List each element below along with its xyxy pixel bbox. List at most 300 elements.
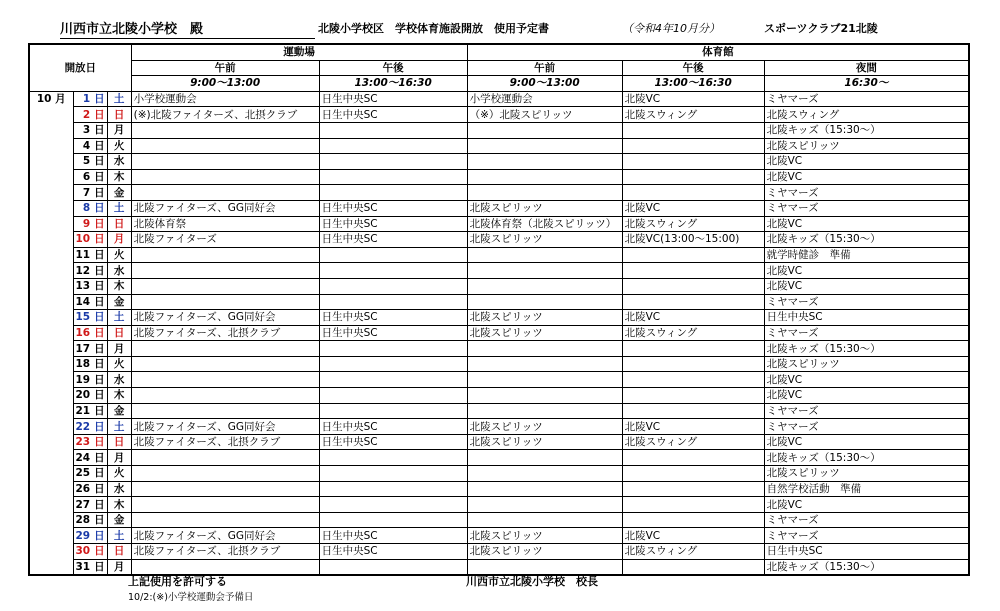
ground-am-cell: 北陵ファイターズ、GG同好会 [131, 528, 319, 544]
day-suffix: 日 [94, 514, 105, 527]
gym-am-cell [467, 138, 622, 154]
gym-pm-cell [622, 372, 764, 388]
ground-pm-cell [319, 466, 467, 482]
ground-pm-cell [319, 341, 467, 357]
table-row [29, 497, 969, 513]
day-number: 24 [75, 451, 91, 464]
ground-am-cell [131, 372, 319, 388]
ground-pm-cell [319, 294, 467, 310]
day-suffix: 日 [94, 373, 105, 386]
table-row [29, 481, 969, 497]
ground-pm-cell: 日生中央SC [319, 107, 467, 123]
table-row [29, 232, 969, 248]
day-suffix: 日 [94, 498, 105, 511]
ground-am-cell: 北陵ファイターズ、北摂クラブ [131, 325, 319, 341]
gym-am-cell: 北陵スピリッツ [467, 310, 622, 326]
day-cell [73, 544, 107, 560]
footnote: 10/2:(※)小学校運動会予備日 [128, 592, 254, 603]
day-suffix: 日 [94, 108, 105, 121]
gym-pm-cell [622, 403, 764, 419]
gym-am-header: 午前 [467, 60, 622, 76]
day-suffix: 日 [94, 326, 105, 339]
day-cell [73, 559, 107, 575]
table-row [29, 91, 969, 107]
table-row [29, 341, 969, 357]
gym-night-cell: 北陵VC [764, 497, 969, 513]
day-number: 20 [75, 389, 91, 402]
gym-pm-cell [622, 512, 764, 528]
day-number: 14 [75, 295, 91, 308]
gym-am-cell [467, 122, 622, 138]
ground-am-cell [131, 122, 319, 138]
day-suffix: 日 [94, 139, 105, 152]
day-cell [73, 356, 107, 372]
day-number: 8 [82, 202, 91, 215]
ground-am-cell: 小学校運動会 [131, 91, 319, 107]
table-row [29, 388, 969, 404]
table-row [29, 169, 969, 185]
gym-night-cell: 北陵スウィング [764, 107, 969, 123]
day-number: 31 [75, 560, 91, 573]
gym-night-cell: 北陵VC [764, 154, 969, 170]
gym-pm-cell: 北陵VC [622, 419, 764, 435]
table-row [29, 544, 969, 560]
ground-pm-cell [319, 372, 467, 388]
gym-am-cell [467, 403, 622, 419]
gym-pm-cell: 北陵スウィング [622, 434, 764, 450]
day-cell [73, 216, 107, 232]
ground-pm-cell: 日生中央SC [319, 325, 467, 341]
table-row [29, 356, 969, 372]
gym-pm-cell [622, 559, 764, 575]
ground-pm-cell [319, 154, 467, 170]
table-row [29, 185, 969, 201]
day-cell [73, 512, 107, 528]
table-row [29, 154, 969, 170]
day-number: 7 [82, 186, 91, 199]
gym-am-cell [467, 388, 622, 404]
day-cell [73, 341, 107, 357]
gym-am-time: 9:00～13:00 [467, 76, 622, 92]
gym-night-cell: 北陵スピリッツ [764, 466, 969, 482]
weekday-cell: 火 [107, 247, 131, 263]
gym-am-cell [467, 372, 622, 388]
gym-am-cell [467, 247, 622, 263]
day-number: 23 [75, 436, 91, 449]
day-number: 30 [75, 545, 91, 558]
gym-pm-cell: 北陵VC [622, 310, 764, 326]
day-suffix: 日 [94, 171, 105, 184]
gym-am-cell [467, 263, 622, 279]
ground-pm-cell [319, 450, 467, 466]
day-cell [73, 200, 107, 216]
day-cell [73, 91, 107, 107]
gym-night-cell: ミヤマーズ [764, 325, 969, 341]
gym-am-cell [467, 154, 622, 170]
table-row [29, 325, 969, 341]
ground-pm-cell: 日生中央SC [319, 200, 467, 216]
gym-am-cell: 北陵スピリッツ [467, 528, 622, 544]
gym-night-cell: ミヤマーズ [764, 200, 969, 216]
day-number: 25 [75, 467, 91, 480]
ground-pm-cell: 日生中央SC [319, 419, 467, 435]
weekday-cell: 水 [107, 481, 131, 497]
day-suffix: 日 [94, 404, 105, 417]
day-suffix: 日 [94, 529, 105, 542]
weekday-cell: 月 [107, 232, 131, 248]
table-row [29, 138, 969, 154]
gym-night-cell: 北陵キッズ（15:30～） [764, 450, 969, 466]
table-row [29, 372, 969, 388]
gym-night-cell: ミヤマーズ [764, 294, 969, 310]
gym-am-cell: （※）北陵スピリッツ [467, 107, 622, 123]
ground-am-cell [131, 294, 319, 310]
gym-night-cell: 北陵キッズ（15:30～） [764, 232, 969, 248]
gym-night-time: 16:30～ [764, 76, 969, 92]
gym-pm-cell: 北陵スウィング [622, 544, 764, 560]
day-suffix: 日 [94, 124, 105, 137]
day-number: 26 [75, 482, 91, 495]
day-cell [73, 232, 107, 248]
ground-am-cell: 北陵ファイターズ、GG同好会 [131, 310, 319, 326]
day-cell [73, 247, 107, 263]
ground-pm-cell [319, 263, 467, 279]
schedule-table [28, 43, 970, 576]
ground-pm-cell: 日生中央SC [319, 310, 467, 326]
day-cell [73, 372, 107, 388]
day-cell [73, 481, 107, 497]
ground-pm-cell [319, 497, 467, 513]
day-number: 27 [75, 498, 91, 511]
day-cell [73, 310, 107, 326]
ground-am-cell [131, 138, 319, 154]
weekday-cell: 土 [107, 310, 131, 326]
gym-pm-cell [622, 122, 764, 138]
gym-pm-cell [622, 497, 764, 513]
gym-pm-time: 13:00～16:30 [622, 76, 764, 92]
weekday-cell: 水 [107, 263, 131, 279]
ground-pm-cell [319, 122, 467, 138]
ground-am-cell [131, 512, 319, 528]
ground-pm-cell: 日生中央SC [319, 232, 467, 248]
gym-pm-cell [622, 154, 764, 170]
gym-am-cell [467, 481, 622, 497]
weekday-cell: 金 [107, 512, 131, 528]
day-suffix: 日 [94, 249, 105, 262]
ground-am-cell [131, 497, 319, 513]
weekday-cell: 日 [107, 544, 131, 560]
day-suffix: 日 [94, 311, 105, 324]
weekday-cell: 土 [107, 528, 131, 544]
gym-pm-cell [622, 263, 764, 279]
ground-am-cell: 北陵ファイターズ、GG同好会 [131, 419, 319, 435]
day-number: 22 [75, 420, 91, 433]
day-suffix: 日 [94, 295, 105, 308]
ground-am-cell [131, 466, 319, 482]
day-cell [73, 450, 107, 466]
gym-am-cell [467, 278, 622, 294]
ground-am-cell [131, 247, 319, 263]
ground-am-cell [131, 450, 319, 466]
day-cell [73, 388, 107, 404]
ground-am-cell: 北陵ファイターズ、GG同好会 [131, 200, 319, 216]
day-cell [73, 278, 107, 294]
day-suffix: 日 [94, 436, 105, 449]
gym-night-cell: ミヤマーズ [764, 528, 969, 544]
table-row [29, 216, 969, 232]
gym-night-cell: 北陵VC [764, 263, 969, 279]
day-number: 19 [75, 373, 91, 386]
weekday-cell: 月 [107, 122, 131, 138]
gym-night-cell: 北陵VC [764, 278, 969, 294]
ground-am-cell [131, 278, 319, 294]
day-cell [73, 107, 107, 123]
day-number: 29 [75, 529, 91, 542]
gym-pm-cell [622, 138, 764, 154]
gym-night-cell: ミヤマーズ [764, 403, 969, 419]
gym-night-cell: 北陵VC [764, 434, 969, 450]
weekday-cell: 日 [107, 107, 131, 123]
gym-am-cell: 北陵スピリッツ [467, 419, 622, 435]
weekday-cell: 火 [107, 138, 131, 154]
table-row [29, 107, 969, 123]
gym-night-header: 夜間 [764, 60, 969, 76]
permit-text: 上記使用を許可する [128, 575, 227, 588]
principal-signature: 川西市立北陵小学校 校長 [466, 575, 598, 588]
weekday-cell: 木 [107, 497, 131, 513]
gym-night-cell: ミヤマーズ [764, 419, 969, 435]
gym-night-cell: 北陵キッズ（15:30～） [764, 559, 969, 575]
table-row [29, 528, 969, 544]
gym-night-cell: 北陵VC [764, 169, 969, 185]
weekday-cell: 日 [107, 434, 131, 450]
weekday-cell: 水 [107, 372, 131, 388]
gym-night-cell: 日生中央SC [764, 310, 969, 326]
schedule-body [29, 91, 969, 575]
table-row [29, 419, 969, 435]
gym-night-cell: 北陵キッズ（15:30～） [764, 341, 969, 357]
gym-header: 体育館 [467, 44, 969, 60]
ground-am-cell [131, 185, 319, 201]
day-suffix: 日 [94, 93, 105, 106]
club-name: スポーツクラブ21北陵 [764, 22, 878, 35]
ground-am-cell [131, 154, 319, 170]
day-number: 13 [75, 280, 91, 293]
day-cell [73, 263, 107, 279]
gym-am-cell [467, 294, 622, 310]
gym-pm-cell [622, 481, 764, 497]
gym-pm-cell [622, 169, 764, 185]
weekday-cell: 月 [107, 341, 131, 357]
ground-am-cell [131, 169, 319, 185]
weekday-cell: 日 [107, 325, 131, 341]
day-cell [73, 419, 107, 435]
gym-am-cell [467, 356, 622, 372]
ground-am-cell [131, 341, 319, 357]
day-suffix: 日 [94, 358, 105, 371]
ground-pm-cell: 日生中央SC [319, 544, 467, 560]
day-number: 5 [82, 155, 91, 168]
day-cell [73, 325, 107, 341]
ground-pm-cell [319, 278, 467, 294]
gym-am-cell: 小学校運動会 [467, 91, 622, 107]
day-suffix: 日 [94, 451, 105, 464]
day-suffix: 日 [94, 389, 105, 402]
gym-pm-cell: 北陵VC(13:00～15:00) [622, 232, 764, 248]
gym-night-cell: 日生中央SC [764, 544, 969, 560]
day-suffix: 日 [94, 186, 105, 199]
table-row [29, 434, 969, 450]
day-number: 12 [75, 264, 91, 277]
ground-am-cell: (※)北陵ファイターズ、北摂クラブ [131, 107, 319, 123]
day-suffix: 日 [94, 342, 105, 355]
weekday-cell: 水 [107, 154, 131, 170]
ground-pm-cell: 日生中央SC [319, 216, 467, 232]
gym-pm-cell: 北陵スウィング [622, 216, 764, 232]
gym-am-cell [467, 512, 622, 528]
ground-pm-cell: 日生中央SC [319, 528, 467, 544]
day-number: 11 [75, 249, 91, 262]
table-row [29, 450, 969, 466]
day-suffix: 日 [94, 482, 105, 495]
gym-night-cell: 就学時健診 準備 [764, 247, 969, 263]
document-subtitle: 北陵小学校区 学校体育施設開放 使用予定書 [318, 22, 549, 35]
gym-am-cell: 北陵スピリッツ [467, 232, 622, 248]
gym-am-cell [467, 466, 622, 482]
gym-am-cell [467, 450, 622, 466]
weekday-cell: 火 [107, 356, 131, 372]
gym-pm-cell [622, 247, 764, 263]
ground-pm-cell [319, 356, 467, 372]
ground-header: 運動場 [131, 44, 467, 60]
addressee: 川西市立北陵小学校 殿 [60, 18, 315, 39]
gym-pm-cell [622, 185, 764, 201]
ground-am-cell: 北陵ファイターズ [131, 232, 319, 248]
day-suffix: 日 [94, 217, 105, 230]
gym-night-cell: 北陵スピリッツ [764, 356, 969, 372]
gym-pm-cell: 北陵スウィング [622, 325, 764, 341]
ground-am-time: 9:00～13:00 [131, 76, 319, 92]
ground-pm-cell [319, 247, 467, 263]
ground-pm-cell [319, 169, 467, 185]
table-row [29, 200, 969, 216]
gym-pm-cell: 北陵VC [622, 528, 764, 544]
day-number: 1 [82, 93, 91, 106]
ground-pm-cell [319, 388, 467, 404]
weekday-cell: 金 [107, 403, 131, 419]
ground-pm-cell [319, 481, 467, 497]
ground-pm-cell [319, 512, 467, 528]
weekday-cell: 木 [107, 278, 131, 294]
ground-pm-header: 午後 [319, 60, 467, 76]
ground-am-header: 午前 [131, 60, 319, 76]
day-number: 10 [75, 233, 91, 246]
ground-am-cell [131, 263, 319, 279]
day-cell [73, 466, 107, 482]
period-label: （令和4年10月分） [622, 22, 720, 35]
table-row [29, 247, 969, 263]
day-suffix: 日 [94, 545, 105, 558]
gym-am-cell: 北陵スピリッツ [467, 434, 622, 450]
ground-pm-cell [319, 559, 467, 575]
day-suffix: 日 [94, 280, 105, 293]
gym-pm-header: 午後 [622, 60, 764, 76]
gym-am-cell [467, 341, 622, 357]
gym-pm-cell: 北陵VC [622, 91, 764, 107]
day-number: 21 [75, 404, 91, 417]
gym-am-cell [467, 185, 622, 201]
day-number: 18 [75, 358, 91, 371]
ground-pm-cell [319, 138, 467, 154]
day-cell [73, 138, 107, 154]
day-suffix: 日 [94, 560, 105, 573]
ground-am-cell [131, 481, 319, 497]
gym-pm-cell [622, 388, 764, 404]
ground-am-cell: 北陵体育祭 [131, 216, 319, 232]
day-cell [73, 185, 107, 201]
gym-pm-cell [622, 341, 764, 357]
ground-am-cell [131, 388, 319, 404]
day-suffix: 日 [94, 420, 105, 433]
weekday-cell: 月 [107, 559, 131, 575]
weekday-cell: 日 [107, 216, 131, 232]
day-number: 28 [75, 514, 91, 527]
gym-night-cell: 北陵VC [764, 372, 969, 388]
day-number: 9 [82, 217, 91, 230]
ground-pm-cell [319, 185, 467, 201]
day-suffix: 日 [94, 264, 105, 277]
table-row [29, 278, 969, 294]
table-row [29, 263, 969, 279]
table-row [29, 310, 969, 326]
ground-am-cell [131, 403, 319, 419]
gym-am-cell: 北陵スピリッツ [467, 544, 622, 560]
day-cell [73, 403, 107, 419]
gym-night-cell: ミヤマーズ [764, 512, 969, 528]
gym-pm-cell [622, 356, 764, 372]
gym-night-cell: ミヤマーズ [764, 91, 969, 107]
gym-am-cell [467, 169, 622, 185]
table-row [29, 403, 969, 419]
day-number: 17 [75, 342, 91, 355]
weekday-cell: 月 [107, 450, 131, 466]
day-cell [73, 434, 107, 450]
gym-night-cell: 北陵キッズ（15:30～） [764, 122, 969, 138]
day-number: 6 [82, 171, 91, 184]
day-cell [73, 528, 107, 544]
gym-am-cell: 北陵体育祭（北陵スピリッツ） [467, 216, 622, 232]
ground-pm-time: 13:00～16:30 [319, 76, 467, 92]
table-row [29, 122, 969, 138]
open-day-header: 開放日 [29, 44, 131, 91]
gym-am-cell: 北陵スピリッツ [467, 325, 622, 341]
day-suffix: 日 [94, 155, 105, 168]
ground-pm-cell [319, 403, 467, 419]
day-number: 16 [75, 326, 91, 339]
ground-am-cell [131, 356, 319, 372]
table-row [29, 512, 969, 528]
weekday-cell: 土 [107, 419, 131, 435]
gym-night-cell: 北陵VC [764, 216, 969, 232]
gym-pm-cell [622, 278, 764, 294]
gym-night-cell: ミヤマーズ [764, 185, 969, 201]
weekday-cell: 土 [107, 200, 131, 216]
weekday-cell: 金 [107, 185, 131, 201]
gym-pm-cell [622, 294, 764, 310]
gym-am-cell [467, 497, 622, 513]
day-cell [73, 122, 107, 138]
table-row [29, 294, 969, 310]
